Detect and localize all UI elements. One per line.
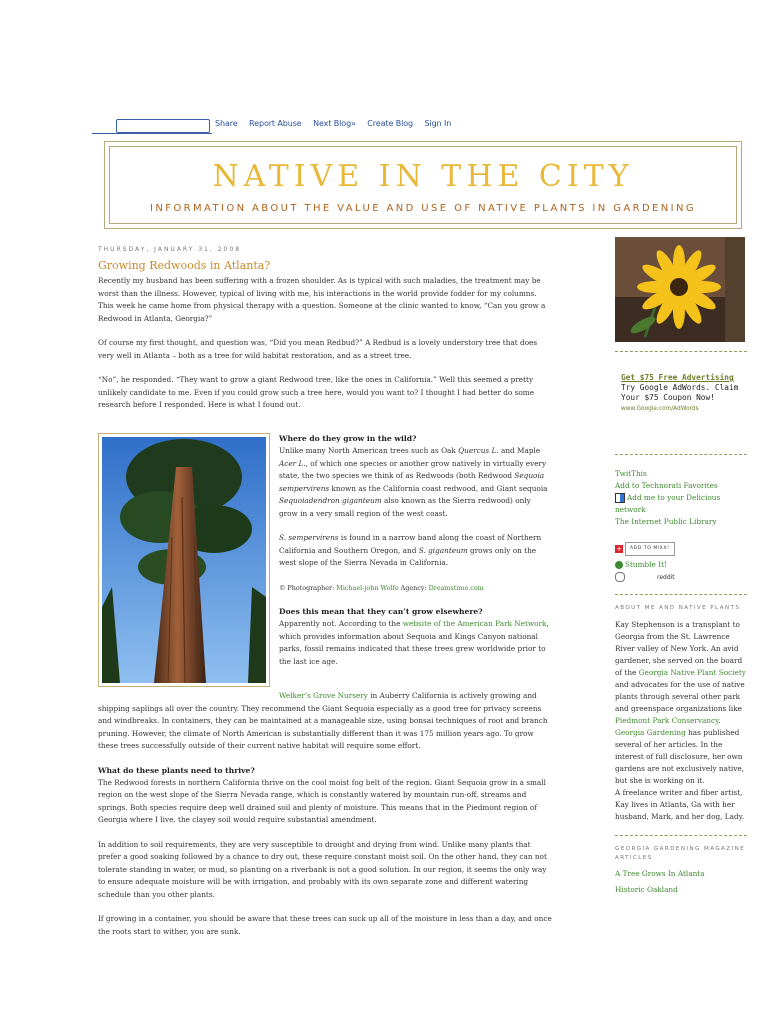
range-text-a: is found in a narrow band along the coast of Northern California and Southern Oregon, and [279,533,542,555]
about-heading: ABOUT ME AND NATIVE PLANTS [615,605,741,611]
share-link[interactable]: Share [215,119,238,128]
soil-paragraph: In addition to soil requirements, they are very susceptible to drought and drying from wind. Unlike many plants that prefer a good soaking followed by a chance to dry out, these require constant moist soil. On the other hand, they can not tolerate standing in water, or mud, so planting on a riverbank is not a good solution. In our region, it seems the only way to ensure adequate moisture will be with irrigation, and probably with its own separate zone and different watering schedule than you other plants. [98,839,547,899]
heading-where-grow: Where do they grow in the wild? [279,434,417,443]
species-2: S. giganteum [418,545,468,555]
giant-sequoia-photo [98,433,270,687]
photographer-link[interactable]: Michael-john Wolfe [336,583,399,592]
blogger-navbar [92,116,612,138]
mixx-row [615,542,747,556]
sidebar [615,237,747,896]
about-text-d: has published several of her articles. In the interest of full disclosure, her own gardens are not exclusively native, but she is working on it. [615,728,745,785]
sidebar-divider [615,835,747,836]
agency-label: Agency: [398,583,429,592]
heading-grow-elsewhere: Does this mean that they can’t grow elsewhere? [279,607,483,616]
sequoia-latin: Sequoiadendron giganteum [279,496,382,505]
post-lower-body [98,690,553,950]
thrive-paragraph: The Redwood forests in northern California thrive on the cool moist fog belt of the region. Giant Sequoia grow in a small region on the west slope of the Sierra Nevada range, which is constantly watered by mountain run-off, streams and springs. Both species require deep well drained soil and plenty of moisture. This means that in the Piedmont region of Georgia where I live, the clayey soil would require substantial amendment. [98,777,546,824]
oak-latin: Quercus L. [458,446,499,455]
post-title[interactable]: Growing Redwoods in Atlanta? [98,259,271,272]
google-ad [615,361,747,415]
piedmont-park-conservancy-link[interactable]: Piedmont Park Conservancy [615,716,719,725]
about-text-b: and advocates for the use of native plants through several other park and greenspace organizations like [615,680,745,713]
wild-text-b: and Maple [498,446,541,455]
post-paragraph-1: Recently my husband has been suffering with a frozen shoulder. As is typical with such maladies, the treatment may be worst than the illness. However, typical of living with me, his interactions in the world provide fodder for my columns. This week he came home from physical therapy with a question. Someone at the clinic wanted to know, “Can you grow a Redwood in Atlanta, Georgia?” [98,276,546,323]
photo-side-text [279,433,551,680]
about-text-e: A freelance writer and fiber artist, Kay lives in Atlanta, Ga with her husband, Mark, and her dog, Lady. [615,788,745,821]
elsewhere-text-a: Apparently not. According to the [279,619,403,628]
black-eyed-susan-photo [615,237,745,342]
create-blog-link[interactable]: Create Blog [367,119,414,128]
range-paragraph [279,532,551,570]
nursery-text: in Auberry California is actively growing and shipping saplings all over the country. They recommend the Giant Sequoia especially as a good tree for privacy screens and windbreaks. In containers, they can be maintained at a manageable size, using bonsai techniques of root and branch pruning. However, the climate of North American is substantially different than it was 175 million years ago. To grow these trees successfully outside of their current native habitat will require some effort. [98,691,548,750]
wild-text-c: , of which one species or another grow natively in virtually every state, the two species we think of as Redwoods (both Redwood [279,458,547,480]
sidebar-divider [615,351,747,352]
about-text-c: . [718,716,721,725]
heading-thrive: What do these plants need to thrive? [98,765,255,775]
sign-in-link[interactable]: Sign In [424,119,452,128]
sequoia-tree-image [102,437,266,683]
elsewhere-text-b: , which provides information about Sequoia and Kings Canyon national parks, fossil remains indicated that these trees grew worldwide prior to the last ice age. [279,619,549,666]
range-text-b: grows only on the west slope of the Sierra Nevada in California. [279,545,537,567]
georgia-native-plant-society-link[interactable]: Georgia Native Plant Society [638,668,746,677]
article-link[interactable]: Historic Oakland [615,885,678,894]
blog-header [104,141,742,229]
social-links [615,464,747,584]
delicious-icon [615,493,625,503]
maple-latin: Acer L. [279,458,306,468]
navbar-underline [92,133,212,134]
container-paragraph: If growing in a container, you should be aware that these trees can suck up all of the moisture in less than a day, and once the roots start to wither, you are sunk. [98,914,552,936]
credit-text: © Photographer: [279,583,337,592]
post-date: THURSDAY, JANUARY 31, 2008 [98,246,242,253]
welkers-grove-nursery-link[interactable]: Welker’s Grove Nursery [279,691,368,700]
ad-url-link[interactable]: www.Google.com/AdWords [621,406,699,412]
nursery-paragraph [98,690,553,753]
sidebar-divider [615,594,747,595]
articles-heading: GEORGIA GARDENING MAGAZINE ARTICLES [615,846,746,861]
blog-description: INFORMATION ABOUT THE VALUE AND USE OF NATIVE PLANTS IN GARDENING [149,203,697,214]
article-link[interactable]: A Tree Grows In Atlanta [615,869,705,878]
agency-link[interactable]: Dreamstime.com [428,583,484,592]
georgia-gardening-link[interactable]: Georgia Gardening [615,728,686,737]
stumble-it-link[interactable]: Stumble It! [625,560,667,569]
wild-text-e: also known as the Sierra redwood) only grow in a very small region of the west coast. [279,496,531,518]
add-to-mixx-button[interactable]: ADD TO MIXX! [625,542,675,556]
post-paragraph-2: Of course my first thought, and question was, “Did you mean Redbud?” A Redbud is a lovely understory tree that does very well in Atlanta – both as a tree for wild habitat restoration, and as a street tree. [98,338,538,360]
about-text-a: Kay Stephenson is a transplant to Georgia from the St. Lawrence River valley of New York. An avid gardener, she served on the board of the [615,620,743,677]
articles-list [615,868,747,896]
wild-text-d: known as the California coast redwood, and Giant sequoia [329,483,548,493]
wild-paragraph [279,445,551,520]
next-blog-link[interactable]: Next Blog» [313,119,356,128]
reddit-icon [615,572,625,582]
main-column [98,246,553,936]
twitthis-link[interactable]: TwitThis [615,469,647,478]
stumble-row [615,559,747,571]
report-abuse-link[interactable]: Report Abuse [249,119,302,128]
post-paragraph-3: “No”, he responded. “They want to grow a giant Redwood tree, like the ones in California.” Well this seemed a pretty unlikely candidate to me. Even if you could grow such a tree here, would you want to? I thought I had better do some research before I responded. Here is what I found out. [98,375,535,409]
photo-credit [279,582,551,595]
navbar-search-input[interactable] [116,119,210,133]
delicious-row [615,492,747,516]
species-1: S. sempervirens [279,533,339,542]
about-text [615,619,747,787]
blog-title[interactable]: NATIVE IN THE CITY [212,159,634,194]
reddit-link[interactable]: reddit [657,574,675,581]
wild-text-a: Unlike many North American trees such as Oak [279,446,459,455]
mixx-icon: + [616,545,622,553]
stumbleupon-icon [615,561,623,569]
delicious-link[interactable]: Add me to your Delicious network [615,493,721,514]
ad-title-link[interactable]: Get $75 Free Advertising [621,373,734,382]
internet-public-library-link[interactable]: The Internet Public Library [615,517,717,526]
reddit-row [615,571,747,584]
blog-header-inner [109,146,737,224]
navbar-links [215,119,460,128]
redwood-latin: Sequoia sempervirens [279,471,545,493]
ad-body: Try Google AdWords. Claim Your $75 Coupon Now! [621,383,739,402]
technorati-link[interactable]: Add to Technorati Favorites [615,481,718,490]
elsewhere-paragraph [279,618,551,668]
sidebar-divider [615,454,747,455]
american-park-network-link[interactable]: website of the American Park Network [402,619,547,628]
